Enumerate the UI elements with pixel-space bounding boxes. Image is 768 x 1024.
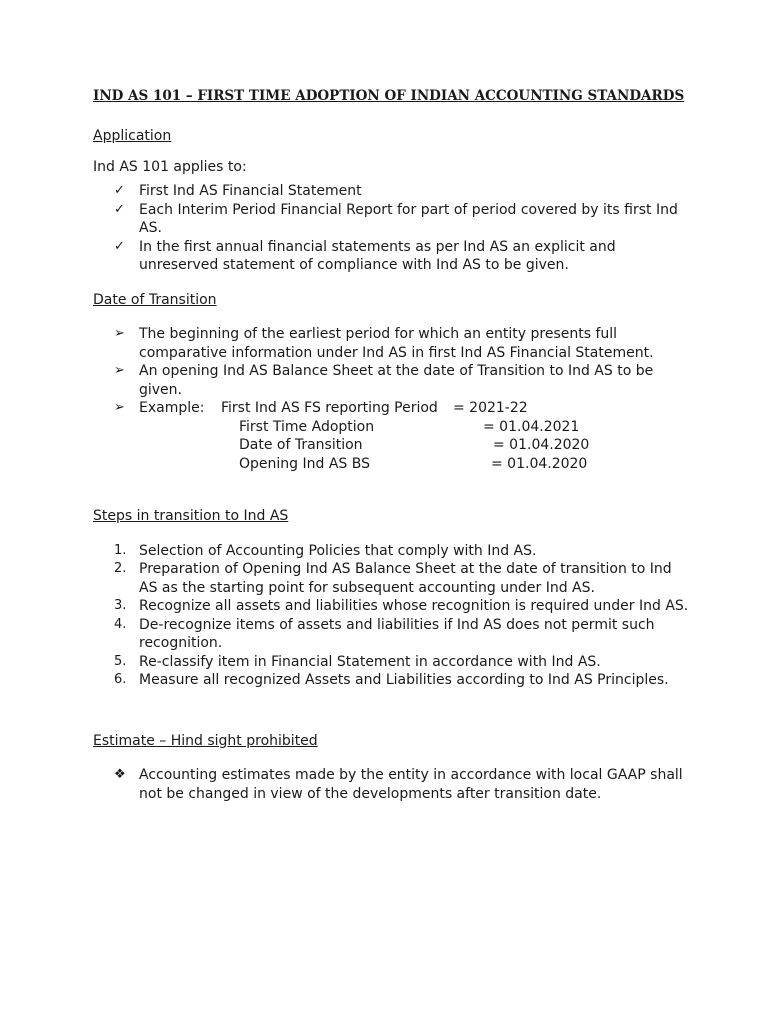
list-item: ✓ First Ind AS Financial Statement — [114, 183, 362, 199]
example-block — [139, 399, 693, 473]
list-item: 2. Preparation of Opening Ind AS Balance Sheet at the date of transition to Ind AS as the starting point for subsequent accounting under Ind AS. — [114, 561, 672, 596]
arrowhead-bullet-icon: ➢ — [114, 400, 125, 415]
arrowhead-bullet-icon: ➢ — [114, 326, 125, 341]
example-value: = 01.04.2021 — [483, 418, 580, 435]
list-item: ➢ The beginning of the earliest period for which an entity presents full comparative information under Ind AS in first Ind AS Financial Statement. — [114, 326, 654, 361]
example-name: Opening Ind AS BS — [239, 455, 370, 472]
list-item: 3. Recognize all assets and liabilities whose recognition is required under Ind AS. — [114, 598, 689, 614]
step-number: 5. — [114, 653, 127, 669]
checkmark-icon: ✓ — [114, 183, 125, 198]
list-item: 5. Re-classify item in Financial Statement in accordance with Ind AS. — [114, 653, 601, 670]
document-page — [93, 87, 693, 803]
application-heading: Application — [93, 128, 172, 144]
example-row — [139, 399, 693, 418]
list-item: ❖ Accounting estimates made by the entity in accordance with local GAAP shall not be changed in view of the developments after transition date. — [114, 767, 683, 802]
example-row — [139, 418, 693, 437]
diamond-bullet-icon: ❖ — [114, 767, 126, 782]
example-value: = 01.04.2020 — [493, 437, 590, 453]
steps-heading: Steps in transition to Ind AS — [93, 508, 289, 524]
example-name: First Ind AS FS reporting Period — [221, 400, 438, 416]
example-value: = 01.04.2020 — [491, 455, 588, 472]
list-item: 1. Selection of Accounting Policies that comply with Ind AS. — [114, 542, 537, 559]
application-intro: Ind AS 101 applies to: — [93, 158, 247, 175]
example-name: First Time Adoption — [239, 418, 375, 435]
list-item: ✓ In the first annual financial statements as per Ind AS an explicit and unreserved statement of compliance with Ind AS to be given. — [114, 238, 616, 273]
list-item: ✓ Each Interim Period Financial Report for part of period covered by its first Ind AS. — [114, 201, 678, 236]
step-number: 3. — [114, 598, 127, 613]
checkmark-icon: ✓ — [114, 238, 125, 254]
example-row — [139, 436, 693, 455]
example-item — [93, 399, 693, 473]
checkmark-icon: ✓ — [114, 201, 125, 217]
list-item: ➢ An opening Ind AS Balance Sheet at the date of Transition to Ind AS to be given. — [114, 363, 654, 398]
application-list — [93, 182, 693, 275]
date-of-transition-heading: Date of Transition — [93, 291, 217, 308]
step-number: 1. — [114, 542, 127, 558]
example-label: Example: — [139, 400, 205, 416]
list-item: 4. De-recognize items of assets and liabilities if Ind AS does not permit such recognition. — [114, 616, 655, 651]
estimate-heading: Estimate – Hind sight prohibited — [93, 732, 318, 749]
step-number: 2. — [114, 561, 127, 576]
estimate-list — [93, 766, 693, 803]
steps-list — [93, 542, 693, 690]
step-number: 6. — [114, 672, 127, 687]
document-title: IND AS 101 – FIRST TIME ADOPTION OF INDIAN ACCOUNTING STANDARDS — [93, 88, 685, 104]
list-item: 6. Measure all recognized Assets and Liabilities according to Ind AS Principles. — [114, 672, 669, 688]
arrowhead-bullet-icon: ➢ — [114, 363, 125, 378]
date-of-transition-list — [93, 325, 693, 473]
example-value: = 2021-22 — [453, 400, 528, 416]
step-number: 4. — [114, 616, 127, 632]
example-name: Date of Transition — [239, 437, 363, 453]
example-row — [139, 455, 693, 474]
